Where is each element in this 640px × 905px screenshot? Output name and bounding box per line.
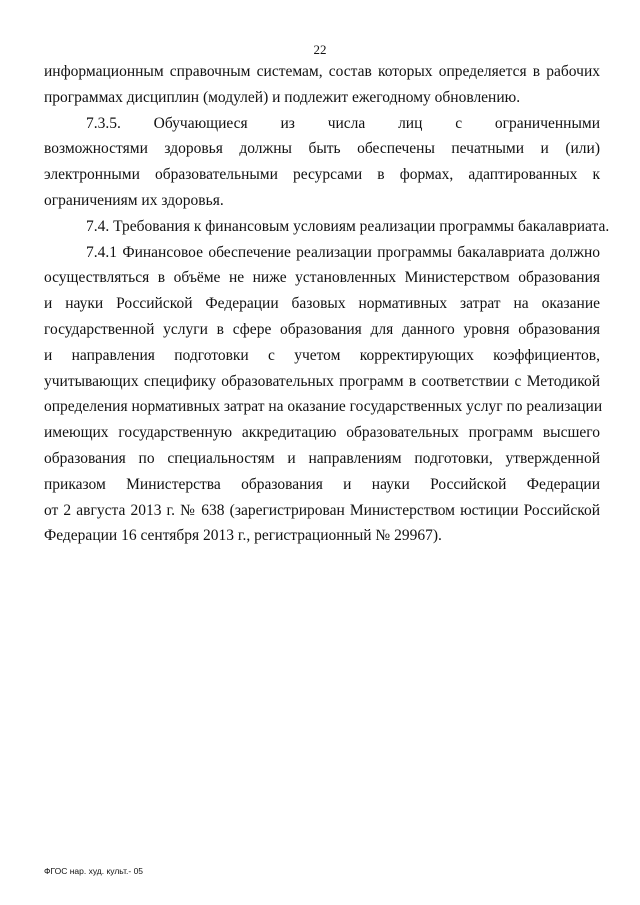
text-line: образования по специальностям и направлениям подготовки, утвержденной xyxy=(44,449,600,467)
text-line: информационным справочным системам, состав которых определяется в рабочих xyxy=(44,63,600,80)
text-line: 7.4.1 Финансовое обеспечение реализации программы бакалавриата должно xyxy=(86,243,600,261)
text-line: определения нормативных затрат на оказание государственных услуг по реализации xyxy=(44,398,603,416)
page-number: 22 xyxy=(313,42,327,57)
text-line: имеющих государственную аккредитацию образовательных программ высшего xyxy=(44,424,600,442)
text-line: и науки Российской Федерации базовых нормативных затрат на оказание xyxy=(44,295,600,313)
text-line: электронными образовательными ресурсами в формах, адаптированных к xyxy=(44,166,600,184)
page-footer: ФГОС нар. худ. культ.- 05 xyxy=(44,866,144,876)
text-line: от 2 августа 2013 г. № 638 (зарегистрирован Министерством юстиции Российской xyxy=(44,501,600,519)
text-line: учитывающих специфику образовательных программ в соответствии с Методикой xyxy=(44,372,600,390)
text-line: осуществляться в объёме не ниже установленных Министерством образования xyxy=(44,269,600,287)
document-body xyxy=(44,59,610,549)
text-line: и направления подготовки с учетом корректирующих коэффициентов, xyxy=(44,346,600,364)
text-line: государственной услуги в сфере образования для данного уровня образования xyxy=(44,320,600,338)
text-line: Федерации 16 сентября 2013 г., регистрационный № 29967). xyxy=(44,527,442,545)
text-line: программах дисциплин (модулей) и подлежит ежегодному обновлению. xyxy=(44,88,521,106)
text-line: возможностями здоровья должны быть обеспечены печатными и (или) xyxy=(44,140,600,158)
section-heading: 7.4. Требования к финансовым условиям реализации программы бакалавриата. xyxy=(86,217,610,235)
text-line: ограничениям их здоровья. xyxy=(44,191,224,209)
text-line: 7.3.5. Обучающиеся из числа лиц с ограниченными xyxy=(86,114,600,132)
text-line: приказом Министерства образования и науки Российской Федерации xyxy=(44,475,600,493)
